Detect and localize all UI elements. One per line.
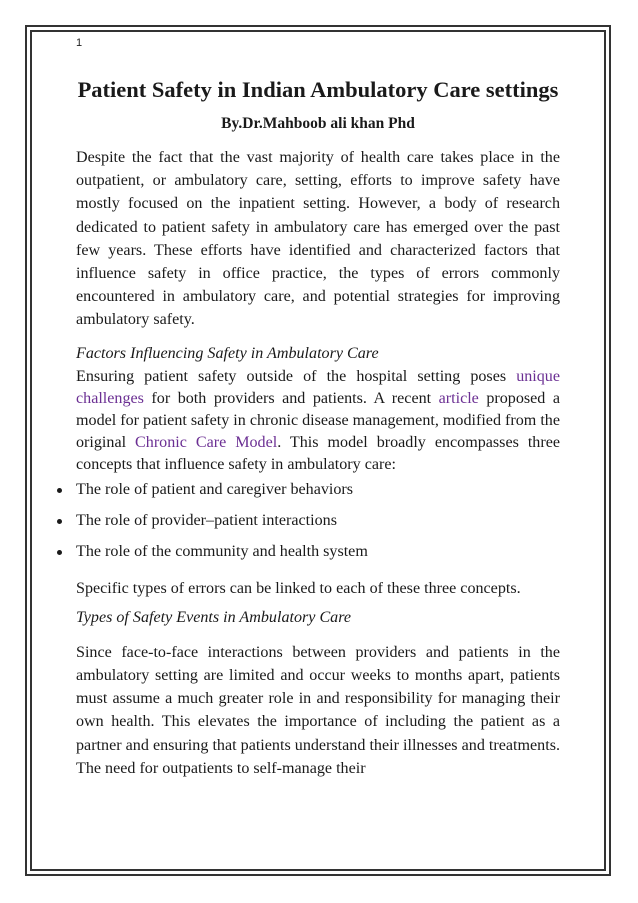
article-link[interactable]: article [438,389,479,407]
bullet-icon [57,519,62,524]
factors-text-2: for both providers and patients. A recent [143,389,439,407]
chronic-care-model-link[interactable]: Chronic Care Model [135,434,278,452]
factors-text-1: Ensuring patient safety outside of the hospital setting poses [76,367,517,385]
section-heading-types: Types of Safety Events in Ambulatory Care [76,608,352,626]
list-item-text: The role of provider–patient interactions [76,511,337,529]
list-item-text: The role of the community and health system [76,542,368,560]
factors-text-3: proposed a model for patient safety in chronic disease management, modified from the original [76,389,560,452]
bullet-icon [57,488,62,493]
concepts-list [76,479,560,563]
factors-text-4: . This model broadly encompasses three concepts that influence safety in ambulatory care: [76,434,560,474]
list-item [76,510,560,532]
section-heading-factors: Factors Influencing Safety in Ambulatory Care [76,344,379,362]
document-body [76,76,560,780]
concepts-paragraph: Specific types of errors can be linked to each of these three concepts. [76,579,521,597]
unique-challenges-link[interactable]: unique challenges [76,367,560,407]
intro-paragraph: Despite the fact that the vast majority of health care takes place in the outpatient, or ambulatory care, setting, efforts to improve safety have mostly focused on the inpatient setting. However, a body of research dedicated to patient safety in ambulatory care has emerged over the past few years. These efforts have identified and characterized factors that influence safety in office practice, the types of errors commonly encountered in ambulatory care, and potential strategies for improving ambulatory safety. [76,149,560,329]
types-paragraph: Since face-to-face interactions between providers and patients in the ambulatory setting are limited and occur weeks to months apart, patients must assume a much greater role in and responsibility for managing their own health. This elevates the importance of including the patient as a partner and ensuring that patients understand their illnesses and treatments. The need for outpatients to self-manage their [76,643,560,777]
bullet-icon [57,550,62,555]
document-author: By.Dr.Mahboob ali khan Phd [221,115,415,132]
factors-paragraph [76,366,560,477]
list-item-text: The role of patient and caregiver behaviors [76,480,354,498]
document-title: Patient Safety in Indian Ambulatory Care settings [77,77,559,102]
page-number: 1 [76,37,83,49]
list-item [76,541,560,563]
list-item [76,479,560,501]
